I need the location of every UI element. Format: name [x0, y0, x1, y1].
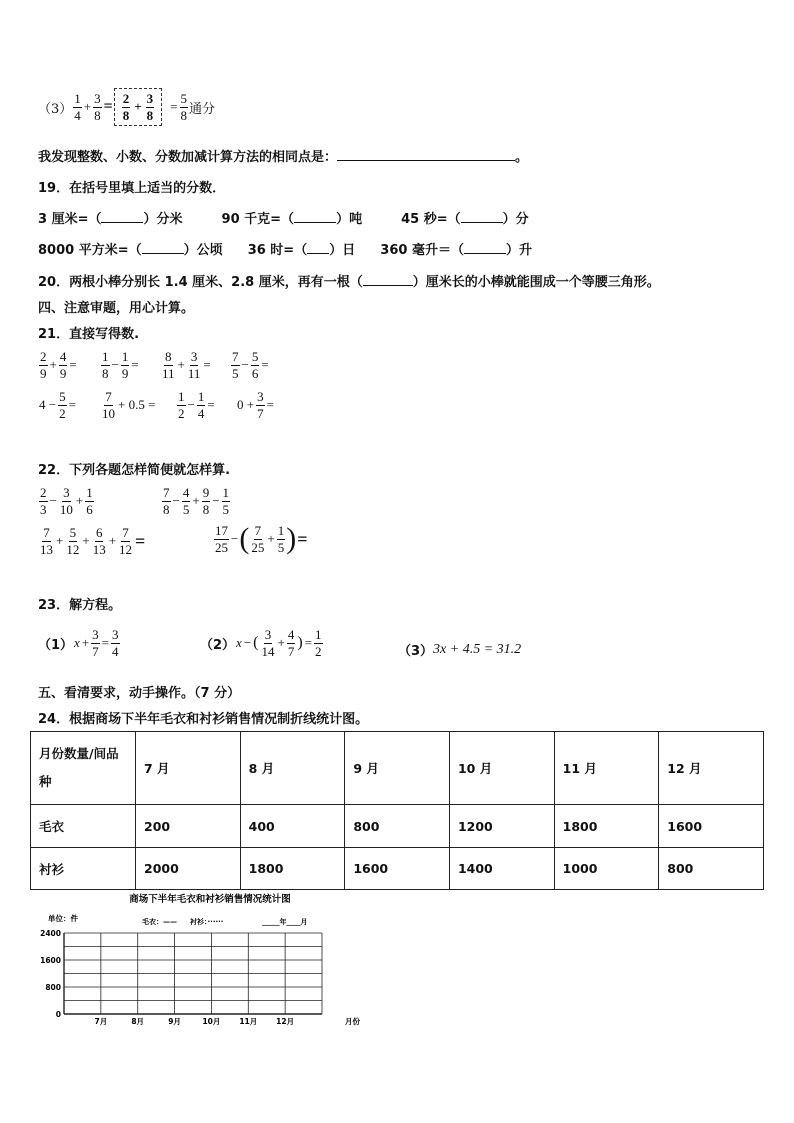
q21-item-2: $\frac{1}{8}$ − $\frac{1}{9}$ = — [102, 349, 139, 381]
table-cell: 1000 — [554, 848, 659, 890]
q23-title: 23．解方程。 — [38, 598, 122, 613]
q21-item-5: 4 − $\frac{5}{2}$ = — [39, 389, 76, 421]
q18-finding: 我发现整数、小数、分数加减计算方法的相同点是： 。 — [38, 150, 529, 165]
table-cell: 400 — [240, 805, 345, 848]
x-axis-label: 月份 — [345, 1017, 360, 1026]
q23-eq-1: （1） x + $\frac{3}{7}$ = $\frac{3}{4}$ — [38, 627, 119, 659]
q21-title: 21．直接写得数. — [38, 327, 140, 342]
q18-answer-box: $\frac{2}{8}$ + $\frac{3}{8}$ — [114, 88, 162, 126]
sales-table — [30, 731, 764, 890]
q19-blank-2[interactable] — [294, 211, 336, 223]
section-5-heading: 五、看清要求，动手操作。（7 分） — [38, 686, 241, 701]
q22-title: 22．下列各题怎样简便就怎样算. — [38, 463, 231, 478]
x-tick-label: 8月 — [131, 1017, 145, 1026]
x-tick-label: 12月 — [276, 1017, 295, 1026]
x-tick-label: 9月 — [168, 1017, 181, 1026]
q21-item-8: 0 + $\frac{3}{7}$ = — [237, 389, 274, 421]
q21-item-1: $\frac{2}{9}$ + $\frac{4}{9}$ = — [40, 349, 77, 381]
q19-blank-3[interactable] — [461, 211, 503, 223]
q19-blank-1[interactable] — [101, 211, 143, 223]
table-cell: 800 — [659, 848, 764, 890]
q22-expr-1: $\frac{2}{3}$ − $\frac{3}{10}$ + $\frac{1}{6}$ — [40, 485, 93, 517]
q21-item-4: $\frac{7}{5}$ − $\frac{5}{6}$ = — [232, 349, 269, 381]
chart-title: 商场下半年毛衣和衬衫销售情况统计图 — [129, 894, 291, 905]
grid-lines — [64, 933, 322, 1014]
legend-sweater: 毛衣：—— — [142, 918, 177, 926]
table-cell: 800 — [345, 805, 450, 848]
line-chart-grid — [30, 890, 360, 1030]
x-tick-label: 7月 — [94, 1017, 108, 1026]
table-cell: 200 — [136, 805, 241, 848]
q22-expr-4: $\frac{17}{25}$ − ( $\frac{7}{25}$ + $\frac{1}{5}$ ) = — [215, 522, 308, 556]
table-row — [31, 805, 764, 848]
q21-row-2 — [38, 390, 296, 420]
chart-unit-label: 单位：件 — [48, 914, 78, 923]
table-cell: 1600 — [345, 848, 450, 890]
table-header-month: 8 月 — [240, 732, 345, 805]
y-tick-label: 0 — [55, 1010, 61, 1019]
table-cell: 1600 — [659, 805, 764, 848]
y-tick-label: 1600 — [40, 956, 61, 965]
q18-equals: = — [103, 98, 113, 115]
q21-item-3: $\frac{8}{11}$ + $\frac{3}{11}$ = — [162, 349, 211, 381]
y-tick-label: 2400 — [40, 929, 61, 938]
table-cell: 1200 — [449, 805, 554, 848]
q21-item-7: $\frac{1}{2}$ − $\frac{1}{4}$ = — [178, 389, 215, 421]
table-header-row — [31, 732, 764, 805]
q18-suffix: 通分 — [189, 101, 216, 117]
table-header-month: 7 月 — [136, 732, 241, 805]
q20-blank[interactable] — [363, 274, 413, 286]
table-row-label: 衬衫 — [31, 848, 136, 890]
q20: 20．两根小棒分别长 1.4 厘米、2.8 厘米，再有一根（ ）厘米长的小棒就能围成一个等腰三角形。 — [38, 275, 660, 290]
q18-part3-label: （3） — [38, 101, 73, 117]
q18-fraction-1: $\frac{1}{4}$ — [74, 90, 81, 123]
y-tick-label: 800 — [45, 983, 61, 992]
table-row-label: 毛衣 — [31, 805, 136, 848]
table-corner-cell: 月份数量/间品 种 — [31, 732, 136, 805]
q21-item-6: $\frac{7}{10}$ + 0.5 = — [102, 389, 156, 421]
table-header-month: 12 月 — [659, 732, 764, 805]
table-cell: 2000 — [136, 848, 241, 890]
q18-part3 — [38, 88, 215, 126]
y-tick-labels — [40, 929, 61, 1019]
table-header-month: 11 月 — [554, 732, 659, 805]
legend-shirt: 衬衫：······ — [190, 918, 224, 926]
q22-expr-2: $\frac{7}{8}$ − $\frac{4}{5}$ + $\frac{9}{8}$ − $\frac{1}{5}$ — [163, 485, 230, 517]
x-tick-labels — [94, 1017, 294, 1026]
q23-eq-2: （2） x − ( $\frac{3}{14}$ + $\frac{4}{7}$ ) = $\frac{1}{2}$ — [200, 627, 322, 659]
q22-expr-3: $\frac{7}{13}$ + $\frac{5}{12}$ + $\frac{6}{13}$ + $\frac{7}{12}$ = — [40, 525, 146, 557]
q19-title: 19．在括号里填上适当的分数． — [38, 181, 226, 196]
table-cell: 1800 — [240, 848, 345, 890]
table-cell: 1400 — [449, 848, 554, 890]
table-header-month: 9 月 — [345, 732, 450, 805]
q18-finding-text: 我发现整数、小数、分数加减计算方法的相同点是： — [38, 150, 338, 165]
q24-title: 24．根据商场下半年毛衣和衬衫销售情况制折线统计图。 — [38, 712, 369, 727]
q19-blank-6[interactable] — [464, 242, 506, 254]
table-cell: 1800 — [554, 805, 659, 848]
table-header-month: 10 月 — [449, 732, 554, 805]
q19-row-2: 8000 平方米=（ ）公顷 36 时=（ ）日 360 毫升＝（ ）升 — [38, 243, 532, 258]
table-row — [31, 848, 764, 890]
q19-row-1: 3 厘米=（ ）分米 90 千克=（ ）吨 45 秒=（ ）分 — [38, 212, 529, 227]
q18-equals-2: = — [170, 99, 178, 114]
x-tick-label: 11月 — [239, 1017, 258, 1026]
q19-blank-5[interactable] — [307, 242, 329, 254]
q21-row-1 — [38, 350, 290, 380]
q19-blank-4[interactable] — [142, 242, 184, 254]
x-tick-label: 10月 — [202, 1017, 221, 1026]
q18-result-fraction: $\frac{5}{8}$ — [180, 90, 188, 123]
q18-plus: + — [83, 99, 92, 114]
q18-finding-blank[interactable] — [337, 149, 515, 161]
q18-fraction-2: $\frac{3}{8}$ — [94, 90, 101, 123]
chart-date-blank: _____年____月 — [262, 918, 308, 926]
section-4-heading: 四、注意审题，用心计算。 — [38, 301, 195, 316]
q23-eq-3: （3） 3x + 4.5 = 31.2 — [398, 641, 522, 659]
